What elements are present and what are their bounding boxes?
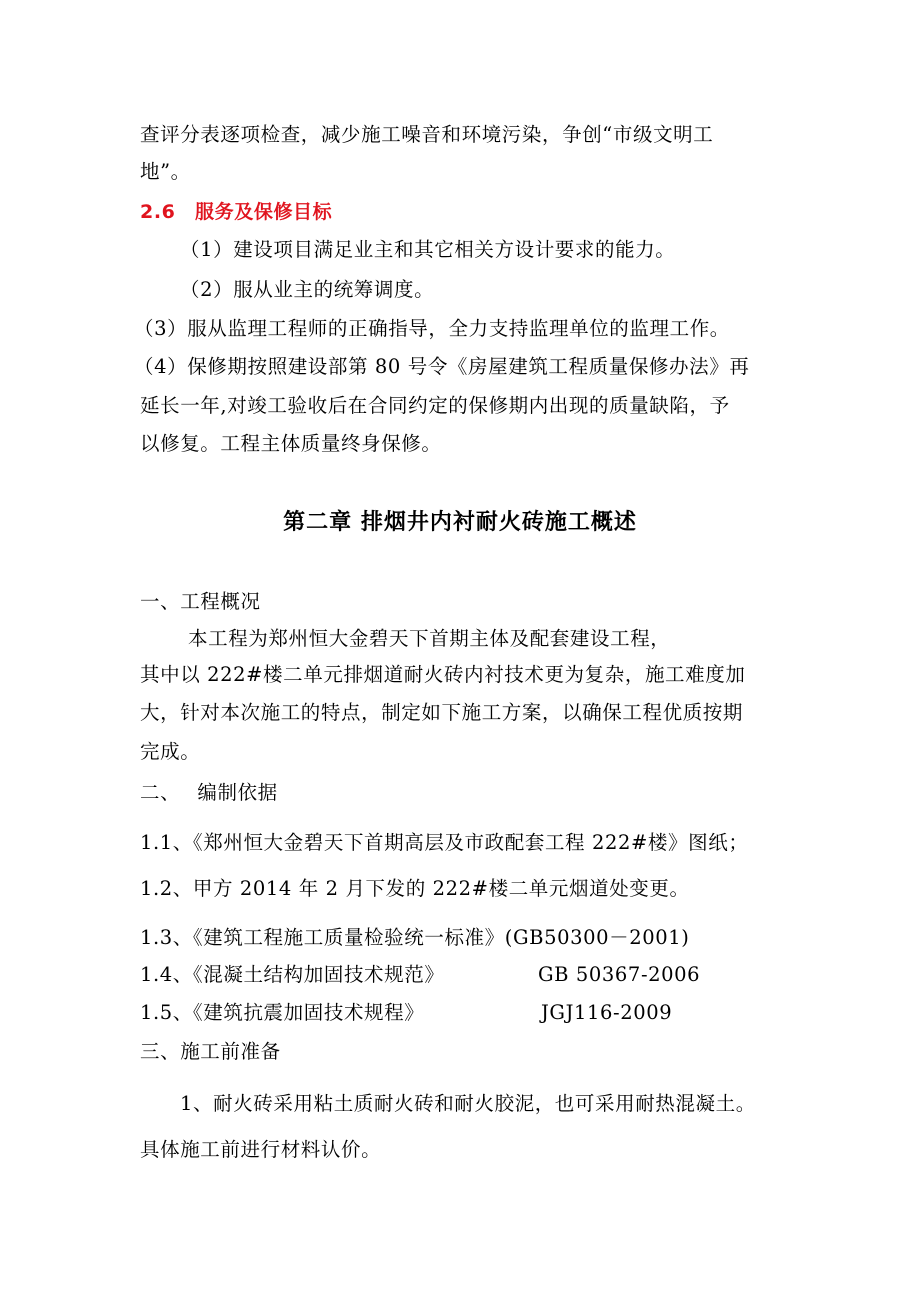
list-item-continuation: 以修复。工程主体质量终身保修。 <box>140 432 442 455</box>
paragraph-line: 查评分表逐项检查，减少施工噪音和环境污染，争创“市级文明工 <box>140 123 714 146</box>
reference-item: 1.1、《郑州恒大金碧天下首期高层及市政配套工程 222#楼》图纸； <box>140 831 749 854</box>
reference-item: 1.3、《建筑工程施工质量检验统一标准》(GB50300－2001) <box>140 926 690 949</box>
reference-item: 1.4、《混凝土结构加固技术规范》 <box>140 963 445 986</box>
standard-code: JGJ116-2009 <box>541 1001 673 1024</box>
paragraph-line: 具体施工前进行材料认价。 <box>140 1138 382 1161</box>
list-item: （1）建设项目满足业主和其它相关方设计要求的能力。 <box>180 238 676 261</box>
reference-item: 1.2、甲方 2014 年 2 月下发的 222#楼二单元烟道处变更。 <box>140 877 690 900</box>
section-heading-preparation: 三、施工前准备 <box>140 1040 281 1063</box>
section-heading-overview: 一、工程概况 <box>140 590 261 613</box>
paragraph-line: 其中以 222#楼二单元排烟道耐火砖内衬技术更为复杂，施工难度加 <box>140 663 746 686</box>
paragraph-line: 大，针对本次施工的特点，制定如下施工方案，以确保工程优质按期 <box>140 701 744 724</box>
section-heading-basis: 二、 编制依据 <box>140 781 278 804</box>
paragraph-line: 本工程为郑州恒大金碧天下首期主体及配套建设工程， <box>188 627 671 650</box>
chapter-title: 第二章 排烟井内衬耐火砖施工概述 <box>283 510 637 535</box>
list-item: （4）保修期按照建设部第 80 号令《房屋建筑工程质量保修办法》再 <box>134 355 750 378</box>
paragraph-line: 1、耐火砖采用粘土质耐火砖和耐火胶泥，也可采用耐热混凝土。 <box>180 1092 756 1115</box>
section-heading-2-6: 2.6 服务及保修目标 <box>140 201 333 223</box>
reference-item: 1.5、《建筑抗震加固技术规程》 <box>140 1001 425 1024</box>
paragraph-line: 完成。 <box>140 740 201 763</box>
list-item: （2）服从业主的统筹调度。 <box>180 278 435 301</box>
standard-code: GB 50367-2006 <box>538 963 701 986</box>
list-item: （3）服从监理工程师的正确指导，全力支持监理单位的监理工作。 <box>134 317 730 340</box>
paragraph-line: 地”。 <box>140 160 191 183</box>
list-item-continuation: 延长一年,对竣工验收后在合同约定的保修期内出现的质量缺陷，予 <box>140 394 730 417</box>
